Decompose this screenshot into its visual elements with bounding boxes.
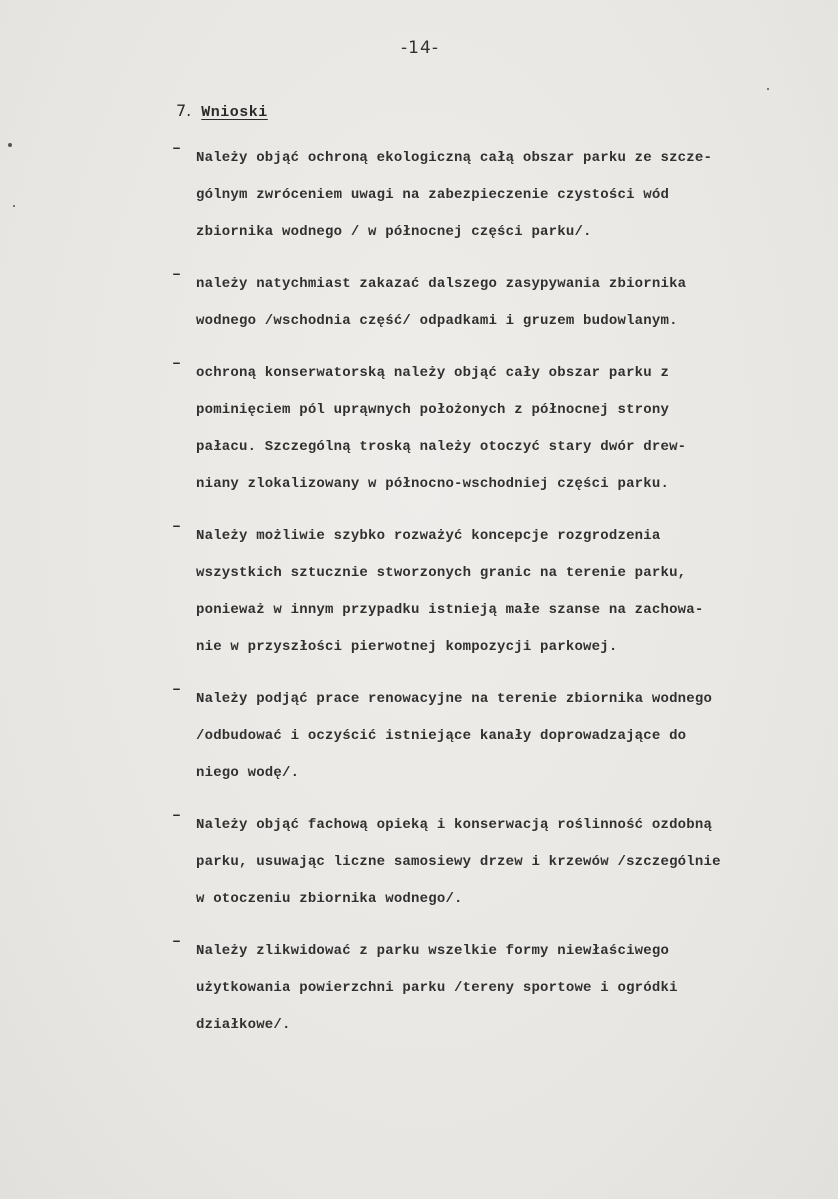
item-line: wszystkich sztucznie stworzonych granic na terenie parku, bbox=[196, 565, 687, 581]
item-line: /odbudować i oczyścić istniejące kanały doprowadzające do bbox=[196, 728, 687, 744]
item-line: ochroną konserwatorską należy objąć cały obszar parku z bbox=[196, 365, 670, 381]
item-line: należy natychmiast zakazać dalszego zasypywania zbiornika bbox=[196, 276, 687, 292]
list-item bbox=[172, 933, 822, 1044]
item-line: działkowe/. bbox=[196, 1017, 291, 1033]
item-line: zbiornika wodnego / w północnej części parku/. bbox=[196, 224, 592, 240]
item-line: Należy objąć ochroną ekologiczną całą obszar parku ze szcze- bbox=[196, 150, 713, 166]
item-line: użytkowania powierzchni parku /tereny sportowe i ogródki bbox=[196, 980, 678, 996]
item-line: Należy zlikwidować z parku wszelkie formy niewłaściwego bbox=[196, 943, 670, 959]
list-item bbox=[172, 355, 822, 503]
bullet-dash-icon: – bbox=[172, 933, 182, 950]
item-line: parku, usuwając liczne samosiewy drzew i krzewów /szczególnie bbox=[196, 854, 721, 870]
item-line: gólnym zwróceniem uwagi na zabezpieczenie czystości wód bbox=[196, 187, 670, 203]
page-number: -14- bbox=[401, 38, 439, 58]
bullet-dash-icon: – bbox=[172, 807, 182, 824]
bullet-dash-icon: – bbox=[172, 518, 182, 535]
item-line: Należy podjąć prace renowacyjne na terenie zbiornika wodnego bbox=[196, 691, 713, 707]
item-line: w otoczeniu zbiornika wodnego/. bbox=[196, 891, 463, 907]
list-item bbox=[172, 140, 822, 251]
ink-speck-mark bbox=[767, 88, 769, 90]
section-number: 7. bbox=[176, 101, 192, 120]
list-item bbox=[172, 518, 822, 666]
list-item bbox=[172, 266, 822, 340]
bullet-dash-icon: – bbox=[172, 140, 182, 157]
ink-speck-mark bbox=[8, 143, 12, 147]
list-item bbox=[172, 681, 822, 792]
ink-speck-mark bbox=[13, 205, 15, 207]
item-line: niego wodę/. bbox=[196, 765, 300, 781]
item-line: nie w przyszłości pierwotnej kompozycji parkowej. bbox=[196, 639, 618, 655]
section-heading bbox=[176, 101, 268, 121]
item-line: Należy możliwie szybko rozważyć koncepcje rozgrodzenia bbox=[196, 528, 661, 544]
item-line: pominięciem pól uprąwnych położonych z północnej strony bbox=[196, 402, 670, 418]
item-line: pałacu. Szczególną troską należy otoczyć stary dwór drew- bbox=[196, 439, 687, 455]
item-line: ponieważ w innym przypadku istnieją małe szanse na zachowa- bbox=[196, 602, 704, 618]
conclusions-list bbox=[172, 140, 822, 1059]
item-line: wodnego /wschodnia część/ odpadkami i gruzem budowlanym. bbox=[196, 313, 678, 329]
list-item bbox=[172, 807, 822, 918]
bullet-dash-icon: – bbox=[172, 681, 182, 698]
section-title: Wnioski bbox=[201, 104, 268, 121]
bullet-dash-icon: – bbox=[172, 355, 182, 372]
item-line: niany zlokalizowany w północno-wschodniej części parku. bbox=[196, 476, 670, 492]
bullet-dash-icon: – bbox=[172, 266, 182, 283]
item-line: Należy objąć fachową opieką i konserwacją roślinność ozdobną bbox=[196, 817, 713, 833]
